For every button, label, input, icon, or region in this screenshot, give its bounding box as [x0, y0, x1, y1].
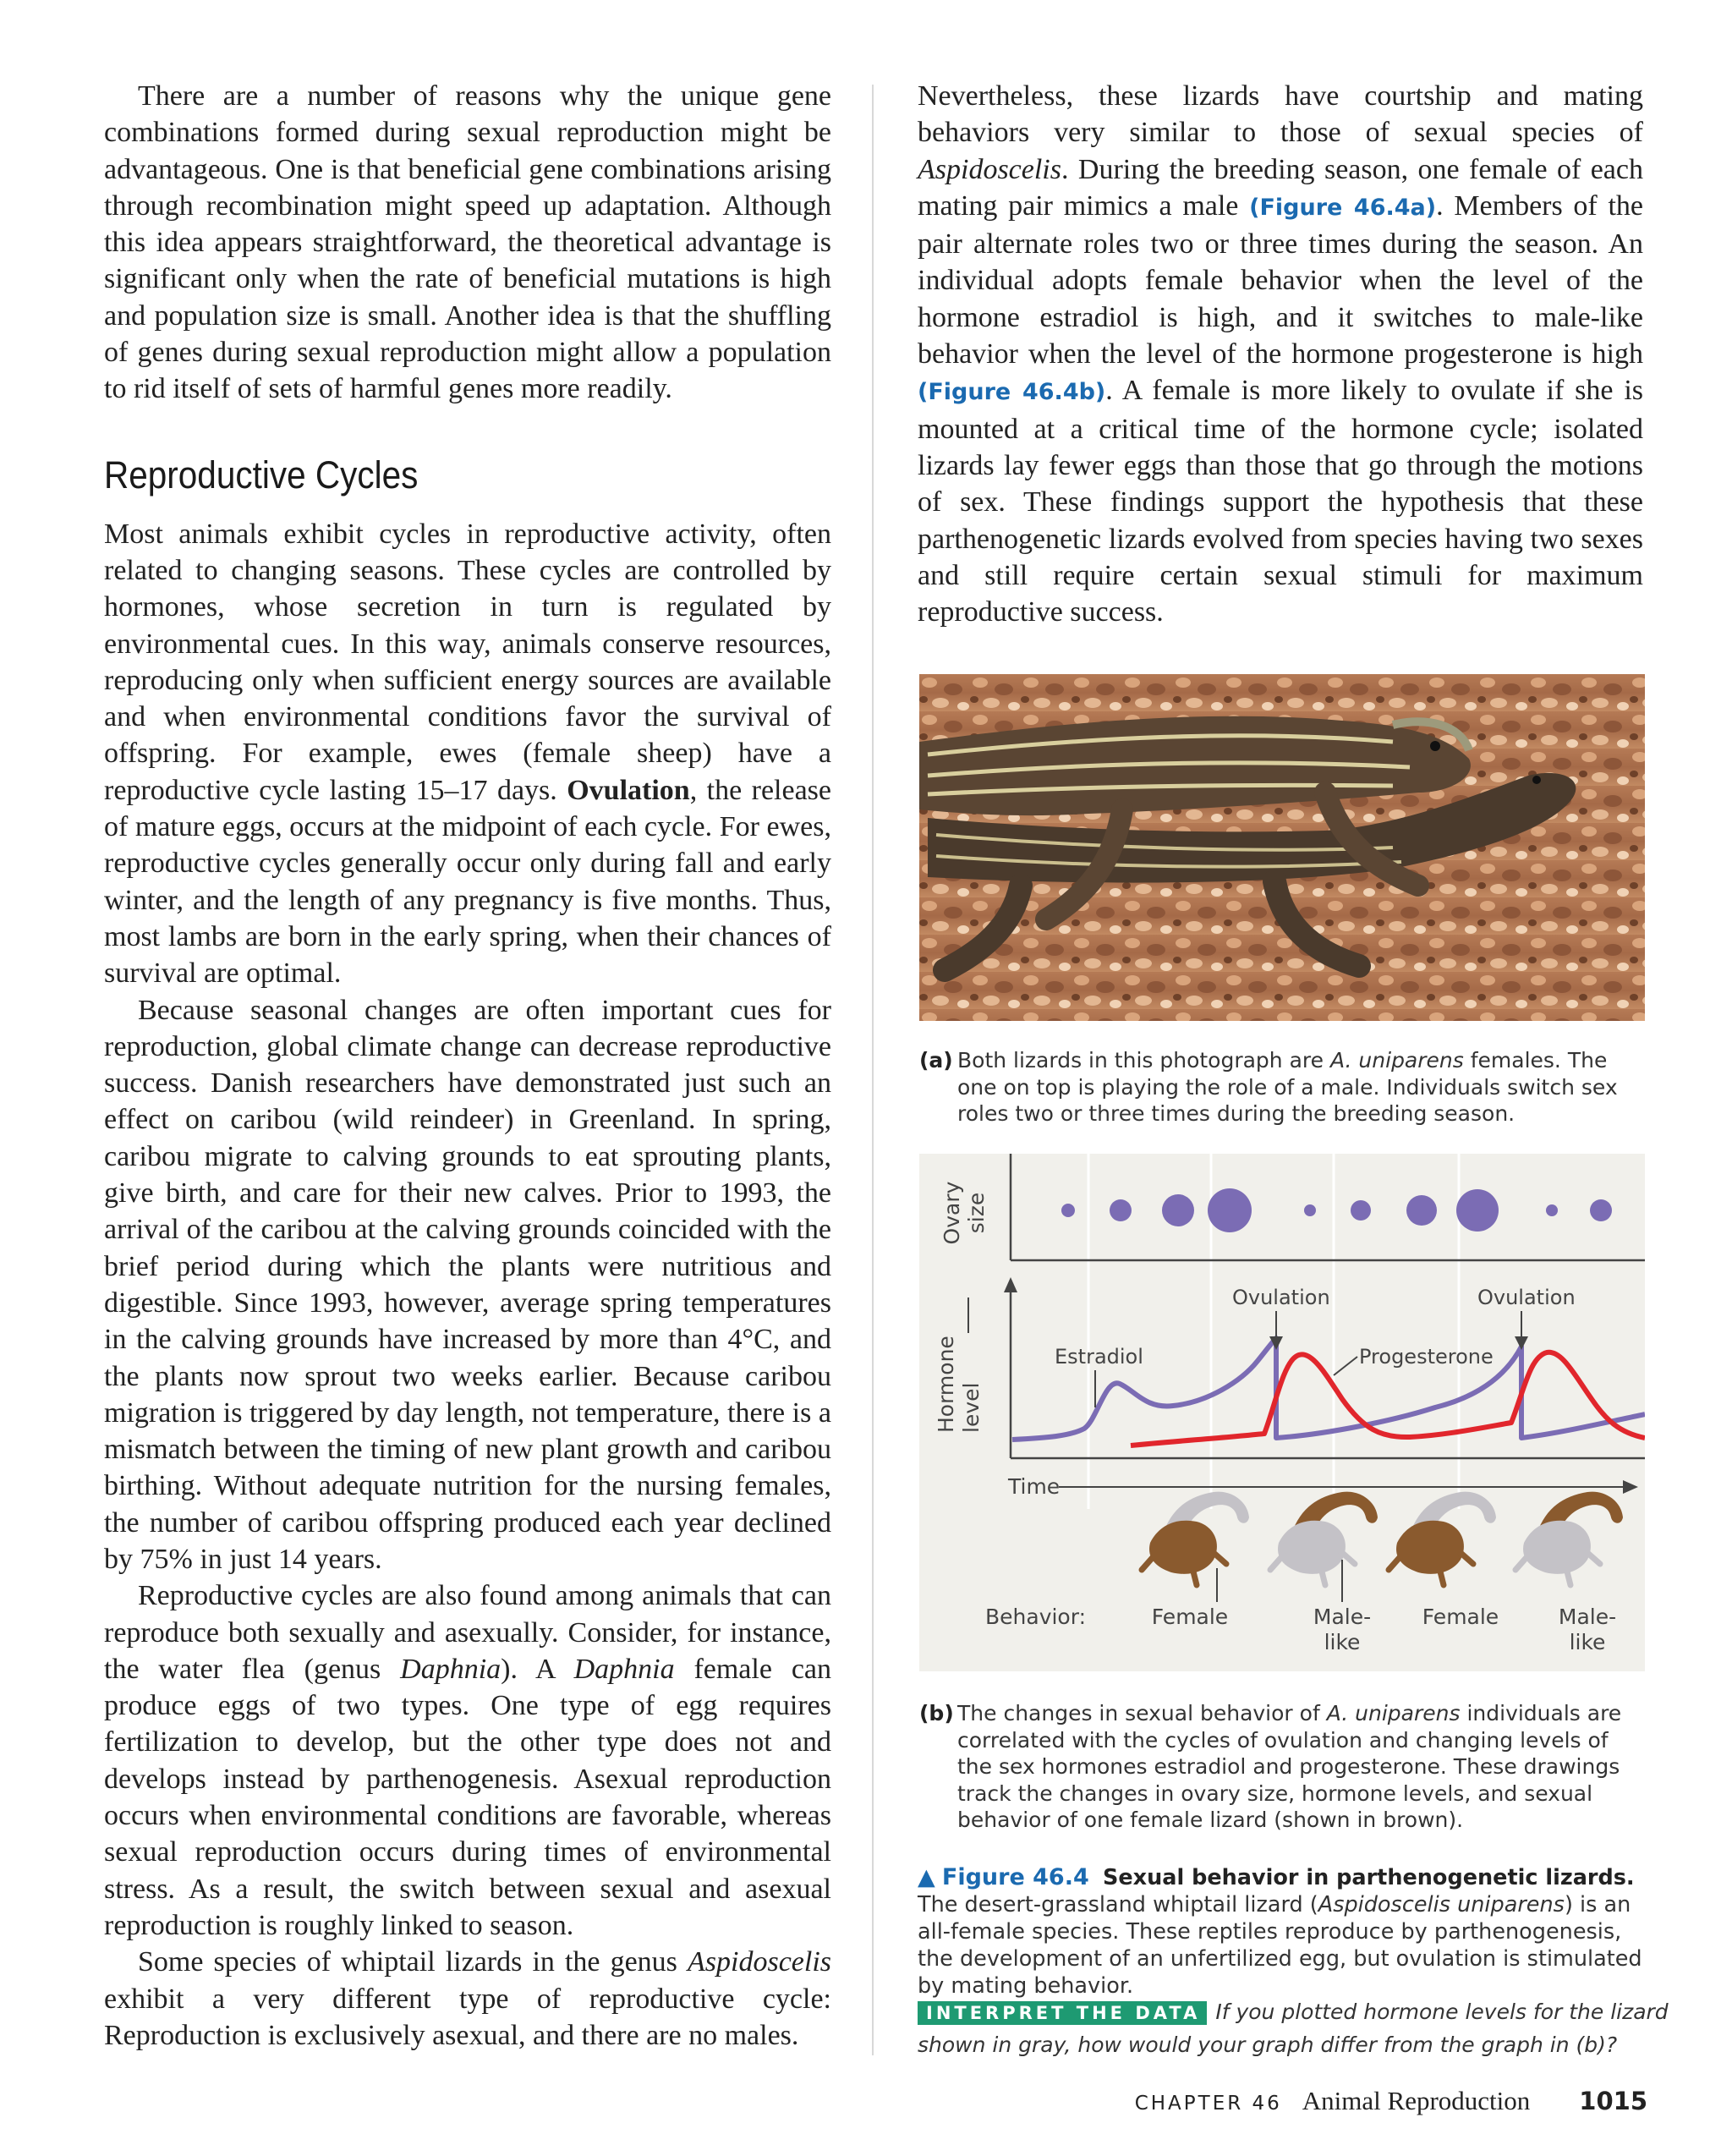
diagram-background: [919, 1154, 1645, 1671]
time-label: Time: [1008, 1474, 1061, 1499]
figure-caption: ▲ Figure 46.4 Sexual behavior in parthenogenetic lizards. The desert-grassland whiptail lizard (Aspidoscelis uniparens) is an all-female species. These reptiles reproduce by parthenogenesis, the development of an unfertilized egg, but ovulation is stimulated by mating behavior.: [918, 1864, 1642, 1999]
section-heading: Reproductive Cycles: [104, 453, 419, 496]
column-divider: [872, 85, 874, 2055]
ovary-dot: [1110, 1199, 1132, 1221]
hormone-axis-label-line2: level: [959, 1382, 984, 1433]
caption-a: (a) Both lizards in this photograph are A. uniparens females. The one on top is playing the role of a male. Individuals switch sex roles two or three times during the breeding season.: [919, 1048, 1618, 1126]
hormone-cycle-diagram: [919, 1154, 1645, 1671]
ovary-dot: [1351, 1200, 1371, 1221]
paragraph-reproductive-cycles: Most animals exhibit cycles in reproductive activity, often related to changing seasons. These cycles are controlled by hormones, whose secretion in turn is regulated by environmental cues. In this way, animals conserve resources, reproducing only when sufficient energy sources are available and when environmental conditions favor the survival of offspring. For example, ewes (female sheep) have a reproductive cycle lasting 15–17 days. Ovulation, the release of mature eggs, occurs at the midpoint of each cycle. For ewes, reproductive cycles generally occur only during fall and early winter, and the length of any pregnancy is five months. Thus, most lambs are born in the early spring, when their chances of survival are optimal.: [104, 518, 832, 990]
paragraph-caribou: Because seasonal changes are often important cues for reproduction, global climate change can decrease reproductive success. Danish researchers have demonstrated just such an effect on caribou (wild reindeer) in Greenland. In spring, caribou migrate to calving grounds to eat sprouting plants, give birth, and care for their new calves. Prior to 1993, the arrival of the caribou at the calving grounds coincided with the brief period during which the plants were nutritious and digestible. Since 1993, however, average spring temperatures in the calving grounds have increased by more than 4°C, and the plants now sprout two weeks earlier. Because caribou migration is triggered by day length, not temperature, there is a mismatch between the timing of new plant growth and caribou birthing. Without adequate nutrition for the nursing females, the number of caribou offspring produced each year declined by 75% in just 14 years.: [104, 994, 831, 1575]
ovary-axis-label-line1: Ovary: [940, 1181, 964, 1245]
interpret-badge: INTERPRET THE DATA: [918, 2001, 1207, 2025]
ovary-dot: [1061, 1204, 1075, 1217]
behavior-female-1: Female: [1151, 1605, 1229, 1629]
figure-marker-icon: ▲: [918, 1864, 935, 1890]
hormone-axis-label-line1: Hormone: [934, 1336, 958, 1433]
ovulation-label-1: Ovulation: [1232, 1286, 1330, 1309]
svg-text:like: like: [1324, 1630, 1361, 1654]
ovary-dot: [1162, 1194, 1194, 1226]
paragraph-daphnia: Reproductive cycles are also found among animals that can reproduce both sexually and asexually. Consider, for instance, the water flea (genus Daphnia). A Daphnia female can produce eggs of two types. One type of egg requires fertilization to develop, but the other type does not and develops instead by parthenogenesis. Asexual reproduction occurs when environmental conditions are favorable, whereas sexual reproduction occurs during times of environmental stress. As a result, the switch between sexual and asexual reproduction is roughly linked to season.: [104, 1580, 831, 1941]
key-term-ovulation: Ovulation: [567, 774, 690, 806]
behavior-male-like-1: Male-: [1313, 1605, 1372, 1629]
ovary-dot: [1406, 1195, 1437, 1226]
estradiol-label: Estradiol: [1055, 1345, 1143, 1369]
lizard-photo: [919, 674, 1645, 1021]
interpret-question: If you plotted hormone levels for the lizard shown in gray, how would your graph differ from the graph in (b)?: [918, 2000, 1669, 2057]
paragraph-courtship: Nevertheless, these lizards have courtship and mating behaviors very similar to those of sexual species of Aspidoscelis. During the breeding season, one female of each mating pair mimics a male (Figure 46.4a). Members of the pair alternate roles two or three times during the season. An individual adopts female behavior when the level of the hormone estradiol is high, and it switches to male-like behavior when the level of the hormone progesterone is high (Figure 46.4b). A female is more likely to ovulate if she is mounted at a critical time of the hormone cycle; isolated lizards lay fewer eggs than those that go through the motions of sex. These findings support the hypothesis that these parthenogenetic lizards evolved from species having two sexes and still require certain sexual stimuli for maximum reproductive success.: [918, 80, 1644, 628]
left-column: [104, 78, 831, 2054]
progesterone-label: Progesterone: [1359, 1345, 1494, 1369]
paragraph-gene-combinations: There are a number of reasons why the unique gene combinations formed during sexual reproduction might be advantageous. One is that beneficial gene combinations arising through recombination might speed up adaptation. Although this idea appears straightforward, the theoretical advantage is significant only when the rate of beneficial mutations is high and population size is small. Another idea is that the shuffling of genes during sexual reproduction might allow a population to rid itself of sets of harmful genes more readily.: [104, 80, 831, 405]
footer-chapter-title: Animal Reproduction: [1302, 2086, 1531, 2115]
figure-link-46-4a[interactable]: (Figure 46.4a): [1249, 194, 1437, 221]
caption-b: (b) The changes in sexual behavior of A. uniparens individuals are correlated with the cycles of ovulation and changing levels of the sex hormones estradiol and progesterone. These drawings track the changes in ovary size, hormone levels, and sexual behavior of one female lizard (shown in brown).: [919, 1701, 1622, 1832]
page-footer: [1135, 2086, 1647, 2120]
ovary-dot: [1456, 1189, 1499, 1232]
behavior-label: Behavior:: [985, 1605, 1086, 1629]
interpret-the-data: [918, 1996, 1679, 2061]
ovary-dot: [1546, 1204, 1558, 1216]
ovary-dot: [1208, 1188, 1252, 1232]
behavior-female-2: Female: [1422, 1605, 1499, 1629]
footer-chapter: CHAPTER 46: [1134, 2093, 1282, 2115]
ovary-dot: [1304, 1204, 1316, 1216]
ovulation-label-2: Ovulation: [1477, 1286, 1576, 1309]
svg-text:like: like: [1569, 1630, 1606, 1654]
figure-number: Figure 46.4: [941, 1864, 1089, 1890]
ovary-dot: [1590, 1199, 1612, 1221]
behavior-male-like-2: Male-: [1558, 1605, 1617, 1629]
ovary-axis-label-line2: size: [964, 1192, 989, 1234]
figure-title: Sexual behavior in parthenogenetic lizards.: [1103, 1865, 1635, 1890]
figure-link-46-4b[interactable]: (Figure 46.4b): [918, 379, 1106, 406]
paragraph-whiptail: Some species of whiptail lizards in the genus Aspidoscelis exhibit a very different type of reproductive cycle: Reproduction is exclusively asexual, and there are no males.: [104, 1946, 831, 2051]
page-number: 1015: [1579, 2087, 1647, 2115]
